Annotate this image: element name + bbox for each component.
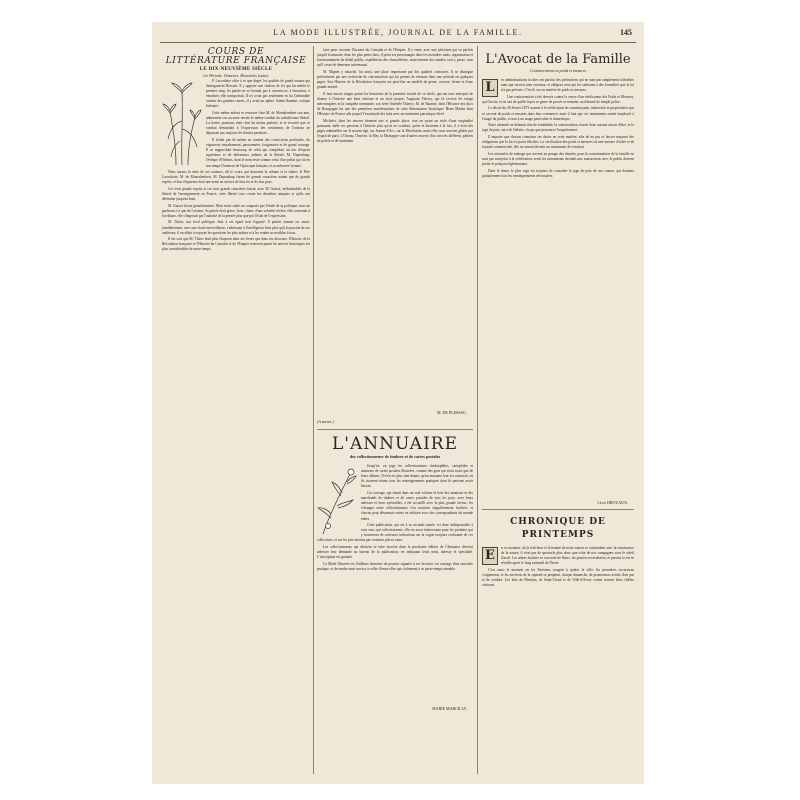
- cours-paragraph: M. Guizot fut un grand ministre. Mais notre cadre ne comporte pas l'étude de sa politique; nous ne parlerons ici que de l'orateur. Sa parole était grave, forte, claire, d'une sobriété sévère; elle convenait à la tribune, elle s'imposait par l'autorité de la pensée plus que par l'éclat de l'expression.: [162, 203, 310, 218]
- chronique-paragraph: n ce moment, où la fraîcheur et la beauté de notre saison se confondent avec la renaissance de la nature, il n'est pas de spectacle plus doux que celui de nos campagnes sous le soleil d'avril. Les arbres fruitiers se couvrent de fleurs, les prairies reverdissent, et partout la vie se réveille après le long sommeil de l'hiver.: [501, 546, 634, 566]
- dropcap-l: [482, 79, 498, 97]
- cours-paragraph: Cette même ardeur se retrouve chez M. de Montalembert son ami, admirateur sur un autre terrain le même combat du catholicisme libéral. La forme, pourtant, était chez lui moins parfaite, et le vivacité que ce combat demandait à l'expression des sentiments de l'orateur ne dépassait pas toujours les limites permises.: [206, 111, 310, 136]
- avocat-paragraph: Dans le doute, le plus sage est toujours de consulter le juge de paix de son canton, qui donnera gratuitement tous les renseignements nécessaires.: [482, 168, 634, 178]
- branch-illustration: [317, 466, 357, 536]
- cours-paragraph: M. Thiers, son rival politique, était à cet égard tout l'opposé. Il parlait comme on cause, familièrement, avec une clarté merveilleuse, s'adressant à l'intelligence bien plus qu'à la passion de ses auditeurs; il excellait à exposer les questions les plus ardues et à les rendre accessibles à tous.: [162, 220, 310, 235]
- section-rule: [482, 509, 634, 510]
- running-head: [152, 28, 644, 42]
- annuaire-subtitle: des collectionneurs de timbres et de cartes postales: [349, 454, 441, 460]
- annuaire-signature: MARIE MARCILLY.: [432, 706, 467, 712]
- cours-paragraph: Michelet, dont les œuvres tiennent une si grande place, tout en ayant un style d'une originalité puissante, mêle ses passions à l'histoire plus qu'on ne voudrait; poète et historien à la fois, il a écrit des pages admirables sur le moyen âge, sur Jeanne d'Arc, sur la Révolution, mais elles sont souvent gâtées par l'esprit de parti. L'Oiseau, l'Insecte, la Mer, la Montagne sont d'autres œuvres d'un ton très différent, pleines de poésie et de sentiment.: [317, 118, 473, 144]
- annuaire-text: [317, 464, 473, 704]
- cours-paragraph: P. Lacordaire offre à ce que degré, les qualités de grand orateur qui distinguaient Bossuet. Il y apporte une chaleur de foi qui lui mérite le premier rang. Sa parole ne se bornait pas à convaincre, à émouvoir, à entraîner; elle transportait. Il n'y avait pas seulement en lui l'admirable orateur des grandes causes, il y avait un apôtre. Sainte flamme, critique littéraire.: [206, 79, 310, 109]
- cours-title-line2: LITTÉRATURE FRANÇAISE: [165, 56, 307, 66]
- to-follow-note: (A suivre.): [317, 419, 334, 425]
- cours-paragraph: Il est vrai que M. Thiers était plus éloquent dans ses livres que dans ses discours; l'Histoire de la Révolution française et l'Histoire du Consulat et de l'Empire resteront parmi les œuvres historiques les plus considérables de notre temps.: [162, 237, 310, 252]
- cours-paragraph: Nous aurons la suite de ces orateurs, dit le cours, qui honorent la tribune et la chaire; le Père Lacordaire, M. de Montalembert, M. Dupanloup furent de grands caractères autant que de grands esprits, et leur éloquence était une arme au service de leur foi et de leur pays.: [162, 170, 310, 185]
- newspaper-page: [152, 22, 644, 784]
- column-divider: [313, 46, 314, 774]
- column-1: [162, 48, 310, 739]
- column-divider: [477, 46, 478, 774]
- cours-paragraph: Il n'était pas de même au combat des convictions profondes, du vigoureux entraînement, passionnées, fougueuses et de grand courage. Il se rapprochait beaucoup de celui qui complétait un trio d'esprits supérieurs et de défenseurs ardents de la liberté, M. Dupanloup, l'évêque d'Orléans, dont le nom reste comme celui d'un prélat qui fut en son temps l'honneur de l'épiscopat français, et sa mémoire vivante.: [206, 138, 310, 168]
- running-head-title: LA MODE ILLUSTRÉE, JOURNAL DE LA FAMILLE.: [273, 28, 523, 37]
- avocat-paragraph: Notre abonnée ne détenait rien de semblable; la contravention n'avait donc aucune raison d'être, et le juge de paix, saisi de l'affaire, n'a pu que prononcer l'acquittement.: [482, 123, 634, 133]
- cours-text: [162, 79, 310, 739]
- section-rule: [317, 429, 473, 430]
- avocat-paragraph: Il importe que chacun connaisse ses droits en cette matière, afin de ne pas se laisser imposer des obligations que la loi n'a point édictées. La vérification des poids et mesures est une mesure d'ordre et de loyauté commerciale, elle ne saurait devenir un instrument de vexation.: [482, 134, 634, 150]
- avocat-signature: Léon DROUAUX.: [597, 500, 628, 505]
- page-number: 145: [620, 28, 632, 37]
- avocat-paragraph: Une contravention a été dressée contre la veuve d'un vérificateur des Poids et Mesures, qui l'invite, et on sait de quelle façon ce genre de procès se termine, au tribunal de simple police.: [482, 94, 634, 104]
- annuaire-paragraph: Cette publication, qui est à sa seconde année, est donc indispensable à tous ceux qui collectionnent; elle est aussi intéressante pour les profanes qui y trouveront de curieuses indications sur la vogue toujours croissante de ces collections, et sur les prix atteints par certaines pièces rares.: [317, 523, 473, 543]
- avocat-paragraph: Les ustensiles de ménage qui servent au pesage des denrées pour la consommation de la famille ne sont pas assujettis à la vérification; seuls les instruments destinés aux transactions avec le public doivent porter le poinçon réglementaire.: [482, 151, 634, 166]
- cours-paragraph: M. Mignet y rattache, lui aussi, une place importante par des qualités contraires. Il se distingue précisément par une recherche de concentration qui lui permet de résumer dans une période en quelques pages. Son Histoire de la Révolution française est peut-être un modèle du genre, concise, ferme et d'une grande netteté.: [317, 69, 473, 90]
- annuaire-paragraph: Les collectionneurs qui désirent se faire inscrire dans la prochaine édition de l'Annuaire devront adresser leur demande au bureau de la publication, en indiquant leurs nom, adresse et spécialité. L'inscription est gratuite.: [317, 545, 473, 560]
- annuaire-paragraph: Jusqu'ici, on juge les collectionneurs, timbrophiles, cartophiles et amateurs de cartes postales illustrées, comme des gens qui n'ont souci que de leurs albums. Il n'en est plus rien depuis qu'un annuaire leur est consacré, où ils trouvent réunis tous les renseignements pratiques dont ils peuvent avoir besoin.: [361, 464, 473, 489]
- cours-period: 1re Période. Orateurs. Historiens (suite).: [202, 73, 270, 78]
- cours-title-line1: COURS DE: [207, 47, 265, 57]
- cours-continued: [317, 48, 473, 408]
- cours-paragraph: Ces trois grands esprits et ces trois grands caractères furent, avec M. Guizot, inébranlables de la liberté de l'enseignement en France, cette liberté crue contre les dernières attaques et qu'ils ont défendue jusqu'au bout.: [162, 186, 310, 202]
- annuaire-title: L'ANNUAIRE: [332, 434, 458, 455]
- annuaire-paragraph: Cet ouvrage, qui réunit dans un seul volume la liste des amateurs et des marchands de timbres et de cartes postales de tous les pays, avec leurs adresses et leurs spécialités, a été accueilli avec la plus grande faveur; les échanges entre collectionneurs s'en trouvent singulièrement facilités, et chacun peut désormais entrer en relation avec des correspondants du monde entier.: [361, 491, 473, 521]
- chronique-title: CHRONIQUE DE PRINTEMPS: [510, 517, 606, 541]
- avocat-paragraph: Le décret du 26 février 1873 soumet à la vérification les commerçants, industriels et propriétaires qui se servent de poids et mesures dans leur commerce; mais il faut que ces instruments soient employés à l'usage du public, et non à un usage particulier et domestique.: [482, 106, 634, 121]
- avocat-paragraph: es administrations locales ont parfois des prétentions qui ne sont pas simplement tolérables mais qui servent sans vexation, et obligent ceux qui les subissent à des formalités que la loi n'a pas prévues. C'est le cas en matière de poids et mesures.: [501, 78, 634, 93]
- lily-illustration: [162, 81, 202, 165]
- dropcap-letter: L: [485, 80, 495, 95]
- chronique-text: [482, 546, 634, 696]
- avocat-subtitle: Contraventions et poids et mesures: [529, 68, 587, 73]
- column-2: [317, 48, 473, 715]
- dropcap-letter: E: [485, 548, 495, 564]
- annuaire-paragraph: La Mode Illustrée est d'ailleurs heureuse de pouvoir signaler à ses lectrices cet ouvrage d'un caractère pratique, et de rendre ainsi service à celles d'entre elles qui s'adonnent à ce passe-temps aimable.: [317, 561, 473, 571]
- cours-paragraph: faire pour raconter l'histoire du Consulat et de l'Empire. Il y entre, avec une précision qui va parfois jusqu'à la minutie, dans les plus petits faits; il peint ses personnages dans les moindres traits, organisation et fonctionnement du détail public, expéditions des chancelleries, mouvements des armées, tout y passe, sans qu'il cesse de demeurer intéressant.: [317, 48, 473, 68]
- cours-paragraph: Il faut encore ranger parmi les historiens de la première moitié de ce siècle, qui ont tous entrepris de donner à l'histoire une base sérieuse et un style propre, Augustin Thierry, qui fit revivre les temps mérovingiens et la conquête normande; son frère Amédée Thierry; M. de Barante, dont l'Histoire des ducs de Bourgogne fut une des premières manifestations de cette Renaissance historique; Henri Martin dont l'Histoire de France alla jusqu'à l'exactitude des faits avec un sentiment patriotique élevé.: [317, 91, 473, 117]
- header-rule: [160, 42, 636, 43]
- column-3: [482, 48, 634, 696]
- cours-subtitle: LE DIX-NEUVIÈME SIÈCLE: [199, 67, 273, 72]
- dropcap-e: [482, 547, 498, 565]
- cours-signature: M. DE PLESSAC.: [436, 410, 467, 415]
- avocat-text: [482, 78, 634, 498]
- avocat-title: L'Avocat de la Famille: [485, 52, 631, 67]
- chronique-paragraph: C'est aussi le moment où les Parisiens songent à quitter la ville; les premières excursions s'organisent, et les environs de la capitale se peuplent, chaque dimanche, de promeneurs avides d'air pur et de verdure. Les bois de Meudon, de Saint-Cloud et de Ville-d'Avray voient revenir leurs fidèles visiteurs.: [482, 567, 634, 588]
